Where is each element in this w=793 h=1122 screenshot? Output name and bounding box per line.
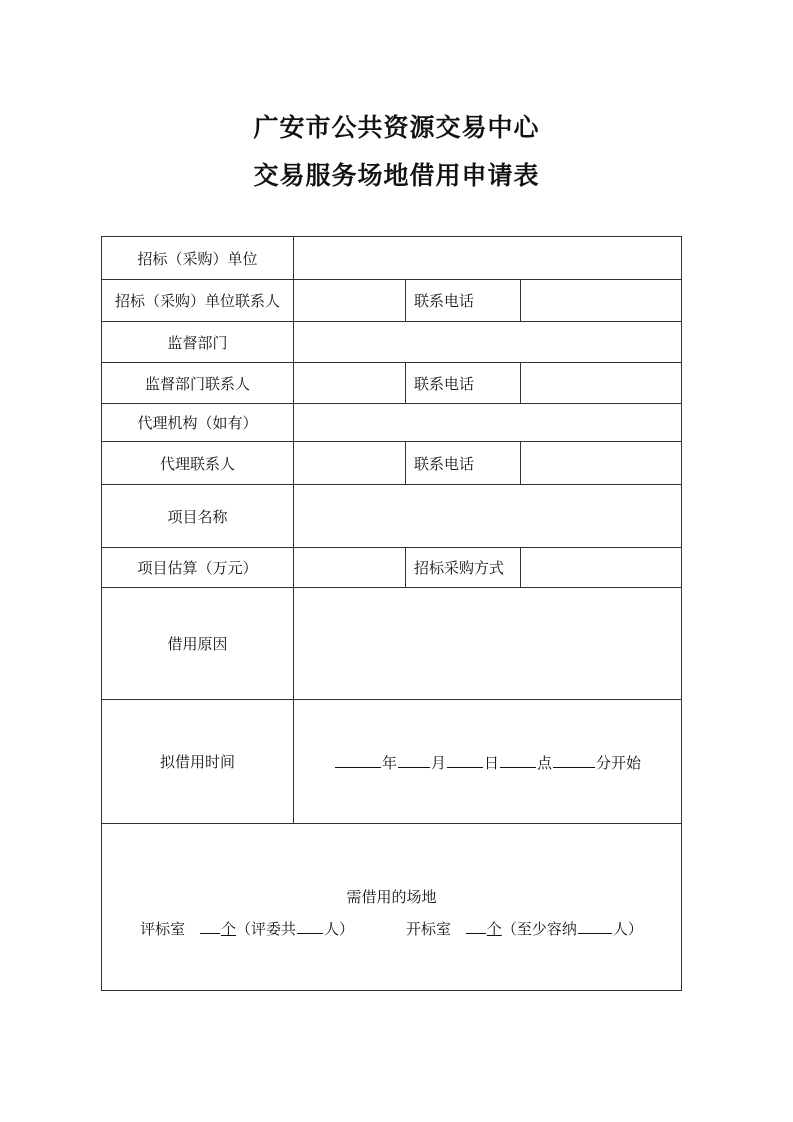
supervision-phone-field[interactable] [521,363,682,404]
venue-title: 需借用的场地 [346,887,437,906]
eval-room-option [140,917,354,939]
row-project-budget [102,548,682,588]
agency-label: 代理机构（如有） [102,404,294,442]
tender-unit-label: 招标（采购）单位 [102,237,294,280]
eval-room-unit: 个 [220,919,236,938]
eval-committee-close: 人） [323,919,354,938]
row-supervision-dept [102,322,682,363]
row-venue [102,824,682,991]
supervision-contact-label: 监督部门联系人 [102,363,294,404]
capacity-close: 人） [612,919,643,938]
supervision-dept-label: 监督部门 [102,322,294,363]
form-subtitle: 交易服务场地借用申请表 [253,161,540,190]
eval-committee-count-blank[interactable] [297,917,323,934]
month-blank[interactable] [398,751,430,768]
project-name-label: 项目名称 [102,485,294,548]
supervision-dept-field[interactable] [294,322,682,363]
agency-contact-field[interactable] [294,442,406,485]
supervision-contact-field[interactable] [294,363,406,404]
minute-blank[interactable] [553,751,595,768]
planned-time-field [294,700,682,824]
procurement-method-field[interactable] [521,548,682,588]
open-room-unit: 个 [486,919,502,938]
tender-phone-label: 联系电话 [406,280,521,322]
hour-blank[interactable] [500,751,536,768]
row-agency [102,404,682,442]
tender-unit-field[interactable] [294,237,682,280]
procurement-method-label: 招标采购方式 [406,548,521,588]
project-name-field[interactable] [294,485,682,548]
year-label: 年 [381,753,397,772]
row-tender-unit [102,237,682,280]
row-tender-contact [102,280,682,322]
year-blank[interactable] [335,751,381,768]
open-room-label: 开标室 [406,919,452,938]
hour-label: 点 [537,753,553,772]
day-label: 日 [484,753,500,772]
month-label: 月 [430,753,446,772]
tender-phone-field[interactable] [521,280,682,322]
application-form-table [101,236,682,991]
reason-label: 借用原因 [102,588,294,700]
agency-phone-field[interactable] [521,442,682,485]
minute-label: 分开始 [596,753,642,772]
eval-committee-open: （评委共 [235,919,296,938]
capacity-count-blank[interactable] [578,917,612,934]
day-blank[interactable] [447,751,483,768]
row-supervision-contact [102,363,682,404]
venue-options [102,917,681,939]
planned-time-label: 拟借用时间 [102,700,294,824]
eval-room-label: 评标室 [140,919,186,938]
venue-cell [102,824,682,991]
agency-field[interactable] [294,404,682,442]
open-room-option [406,917,643,939]
tender-contact-field[interactable] [294,280,406,322]
reason-field[interactable] [294,588,682,700]
row-project-name [102,485,682,548]
eval-room-count-blank[interactable] [200,917,220,934]
supervision-phone-label: 联系电话 [406,363,521,404]
row-reason [102,588,682,700]
project-budget-field[interactable] [294,548,406,588]
tender-contact-label: 招标（采购）单位联系人 [102,280,294,322]
form-title: 广安市公共资源交易中心 [253,113,540,142]
agency-phone-label: 联系电话 [406,442,521,485]
project-budget-label: 项目估算（万元） [102,548,294,588]
open-room-count-blank[interactable] [466,917,486,934]
row-planned-time [102,700,682,824]
row-agency-contact [102,442,682,485]
agency-contact-label: 代理联系人 [102,442,294,485]
capacity-open: （至少容纳 [501,919,577,938]
